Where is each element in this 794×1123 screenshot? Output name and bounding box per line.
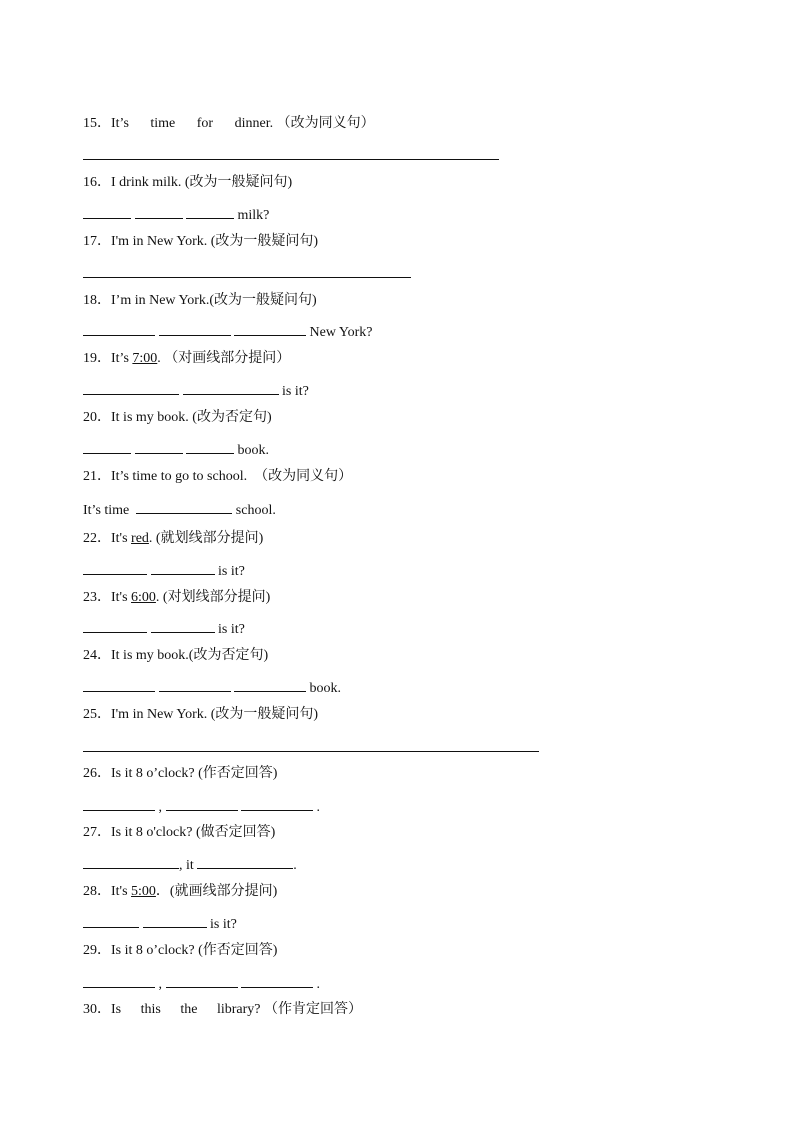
answer-tail: school. <box>235 503 276 518</box>
question-note: (改为一般疑问句) <box>184 175 293 190</box>
question-note: (对划线部分提问) <box>162 590 271 605</box>
question-text: I'm in New York. <box>111 707 208 722</box>
answer-end: . <box>316 977 320 992</box>
question-note: (作否定回答) <box>198 943 278 958</box>
underlined-part: red <box>131 531 149 546</box>
question-punct: . <box>148 531 153 546</box>
question-text: It’s time to go to school. <box>111 469 248 484</box>
question-note: (改为一般疑问句) <box>209 293 317 308</box>
question-30 <box>76 983 362 1019</box>
question-text: Is it 8 o’clock? <box>111 766 195 781</box>
underlined-part: 6:00 <box>131 590 156 605</box>
answer-comma: , <box>158 977 162 992</box>
answer-end: . <box>316 800 320 815</box>
question-number: 20． <box>83 410 111 425</box>
question-note: （改为同义句） <box>276 116 375 131</box>
question-text: Is it 8 o’clock? <box>111 943 195 958</box>
answer-tail: is it? <box>218 564 245 579</box>
question-number: 18． <box>83 293 111 308</box>
question-text: It's <box>111 590 132 605</box>
question-number: 23． <box>83 590 111 605</box>
question-punct: ． <box>155 884 170 899</box>
answer-mid: , it <box>179 858 194 873</box>
question-number: 15． <box>83 116 111 131</box>
question-note: (就画线部分提问) <box>169 884 278 899</box>
question-number: 26． <box>83 766 111 781</box>
answer-tail: book. <box>237 443 269 458</box>
question-number: 24． <box>83 648 111 663</box>
question-number: 28． <box>83 884 111 899</box>
answer-tail: is it? <box>210 917 237 932</box>
question-note: (改为一般疑问句) <box>210 707 319 722</box>
question-number: 25． <box>83 707 111 722</box>
underlined-part: 5:00 <box>131 884 156 899</box>
question-note: (改为否定句) <box>188 648 269 663</box>
answer-tail: book. <box>309 681 341 696</box>
question-number: 17． <box>83 234 111 249</box>
question-note: （改为同义句） <box>254 469 353 484</box>
question-text: Is it 8 o'clock? <box>111 825 193 840</box>
answer-tail: New York? <box>309 325 373 340</box>
question-note: (改为否定句) <box>192 410 272 425</box>
answer-head: It’s time <box>83 503 130 518</box>
answer-tail: is it? <box>218 622 245 637</box>
question-number: 22． <box>83 531 111 546</box>
question-text: It’s <box>111 351 133 366</box>
question-text: I’m in New York. <box>111 293 210 308</box>
question-number: 30． <box>83 1002 111 1017</box>
question-number: 19． <box>83 351 111 366</box>
answer-comma: , <box>158 800 162 815</box>
answer-tail: is it? <box>282 384 309 399</box>
question-text: It’s time for dinner. <box>111 116 274 131</box>
question-punct: . <box>155 590 160 605</box>
question-text: Is this the library? <box>111 1002 261 1017</box>
answer-end: . <box>293 858 297 873</box>
question-number: 27． <box>83 825 111 840</box>
question-number: 21． <box>83 469 111 484</box>
underlined-part: 7:00 <box>132 351 158 366</box>
question-note: (改为一般疑问句) <box>210 234 319 249</box>
question-text: It is my book. <box>111 648 189 663</box>
answer-tail: milk? <box>237 208 270 223</box>
question-text: It is my book. <box>111 410 189 425</box>
question-note: (做否定回答) <box>195 825 276 840</box>
question-note: （对画线部分提问） <box>164 351 291 366</box>
question-text: I'm in New York. <box>111 234 208 249</box>
question-number: 29． <box>83 943 111 958</box>
question-note: （作肯定回答） <box>263 1002 362 1017</box>
question-text: It's <box>111 884 132 899</box>
question-note: (就划线部分提问) <box>155 531 264 546</box>
question-number: 16． <box>83 175 111 190</box>
question-note: (作否定回答) <box>198 766 278 781</box>
question-text: I drink milk. <box>111 175 182 190</box>
question-text: It's <box>111 531 132 546</box>
question-punct: . <box>157 351 161 366</box>
